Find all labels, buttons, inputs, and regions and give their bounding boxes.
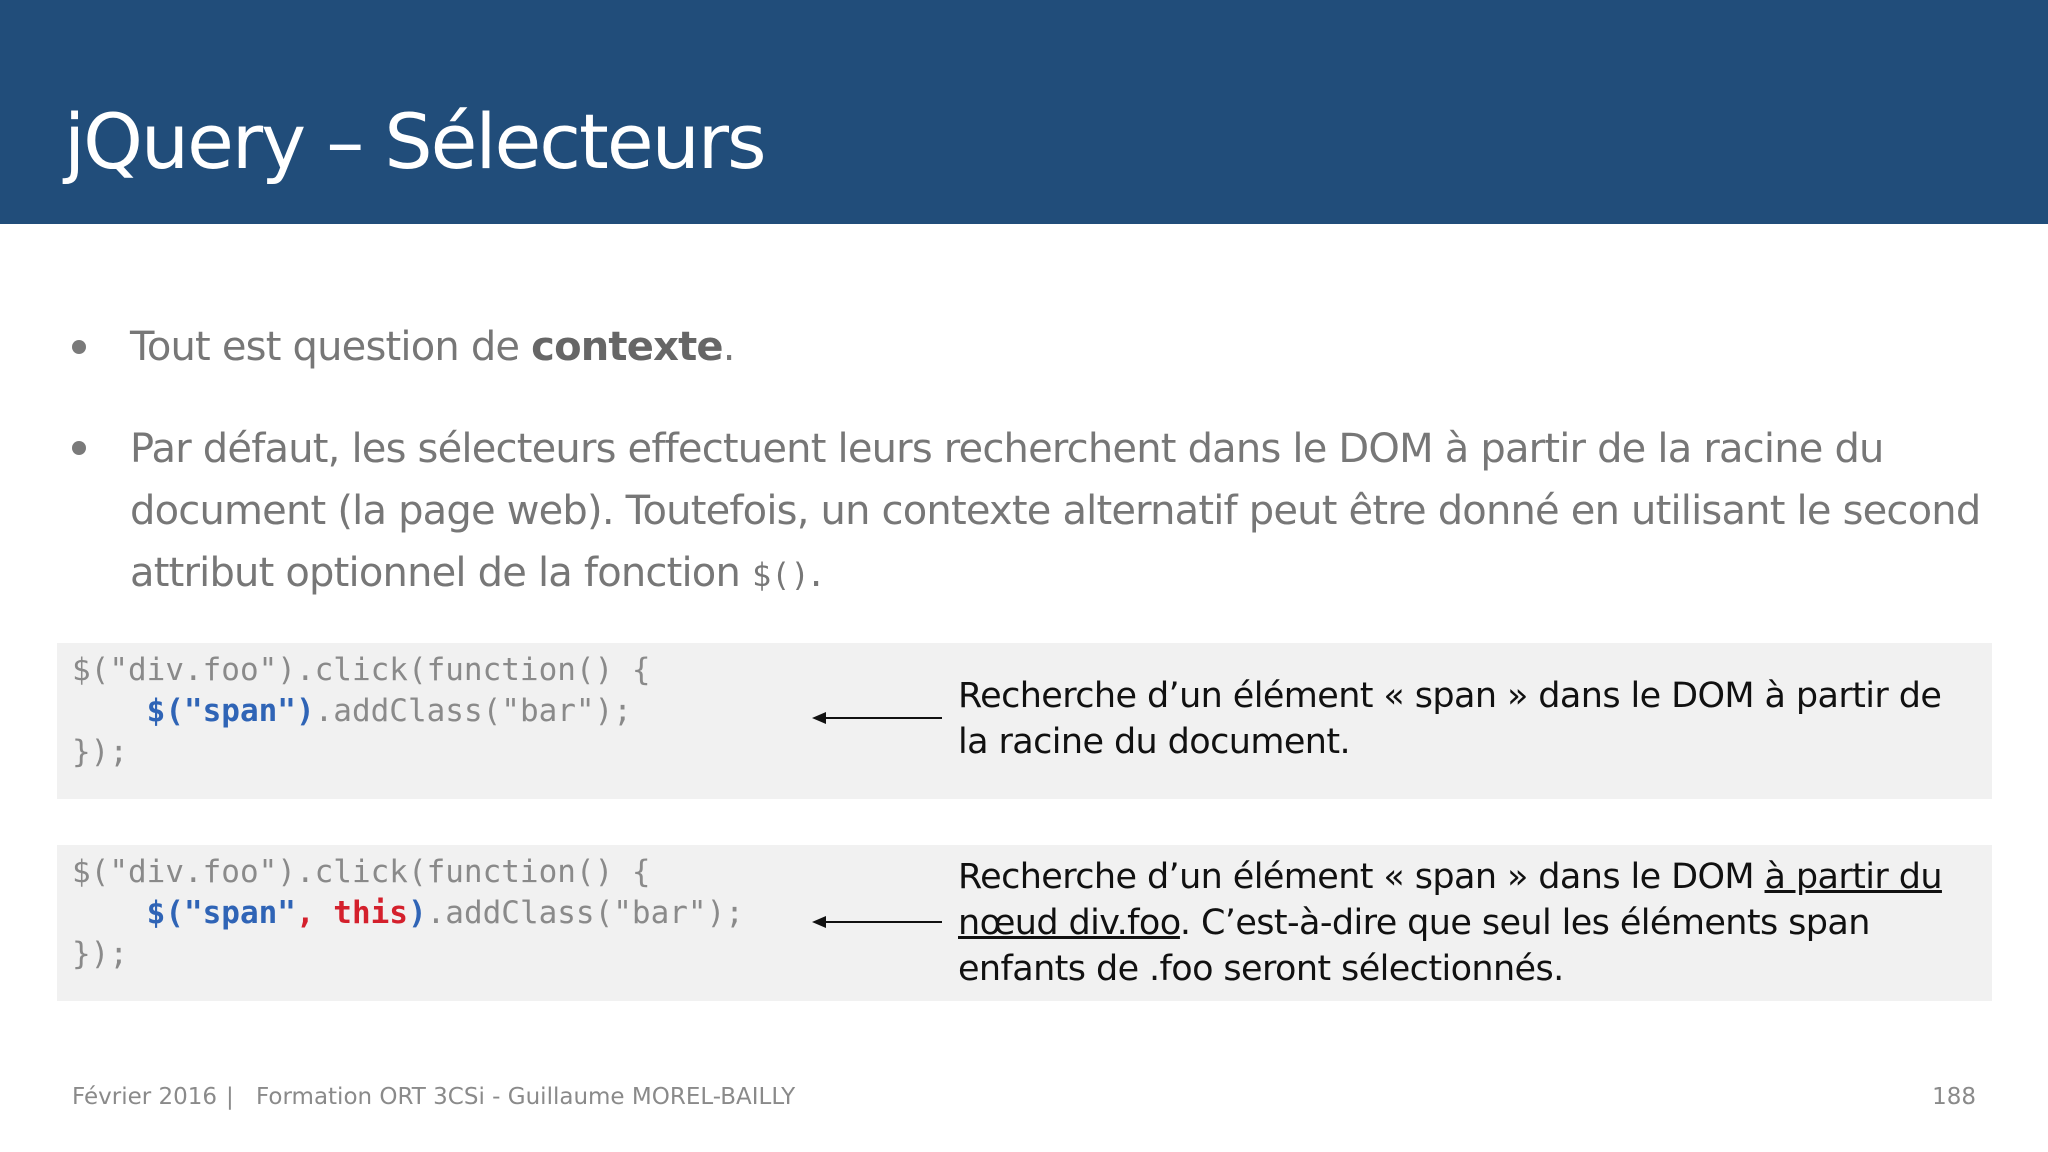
- bullet-2-text: Par défaut, les sélecteurs effectuent leurs recherchent dans le DOM à partir de la racine du document (la page web). Toutefois, un contexte alternatif peut être donné en utilisant le second attribut optionnel de la fonction: [130, 426, 1981, 596]
- bullet-1-text: Tout est question de: [130, 324, 532, 370]
- code-method: .addClass("bar");: [426, 895, 744, 931]
- code-method: .addClass("bar");: [314, 693, 632, 729]
- note-1-text: Recherche d’un élément « span » dans le DOM à partir de la racine du document.: [958, 676, 1942, 762]
- code-indent: [72, 895, 147, 931]
- code-line: });: [72, 936, 128, 972]
- note-1: [958, 673, 1968, 765]
- bullet-2: [130, 418, 1990, 606]
- bullet-1: [130, 316, 1990, 378]
- code-this-keyword: this: [333, 895, 408, 931]
- code-selector: $("span"): [146, 693, 315, 729]
- note-2: [958, 854, 1968, 992]
- code-block-2: [72, 852, 744, 975]
- code-line: $("div.foo").click(function() {: [72, 854, 651, 890]
- note-2-underlined: à partir du nœud div.foo: [958, 857, 1942, 943]
- bullet-dot: [72, 441, 86, 455]
- bullet-2-end: .: [809, 550, 822, 596]
- slide-header: [0, 0, 2048, 224]
- bullet-1-end: .: [722, 324, 735, 370]
- bullet-1-bold: contexte: [531, 324, 723, 370]
- footer-date: Février 2016: [72, 1084, 218, 1110]
- footer-separator: |: [226, 1084, 234, 1110]
- code-close-paren: ): [407, 895, 427, 931]
- bullet-2-code: $(): [751, 556, 810, 594]
- code-indent: [72, 693, 147, 729]
- bullet-dot: [72, 340, 86, 354]
- footer-course: Formation ORT 3CSi - Guillaume MOREL-BAILLY: [256, 1084, 796, 1110]
- code-selector: $("span": [146, 895, 296, 931]
- left-arrow-icon: [812, 708, 942, 728]
- note-2-end: . C’est-à-dire que seul les éléments span enfants de .foo seront sélectionnés.: [958, 903, 1870, 989]
- code-line: });: [72, 734, 128, 770]
- page-number: 188: [1932, 1084, 1976, 1110]
- note-2-text: Recherche d’un élément « span » dans le DOM: [958, 857, 1765, 897]
- code-block-1: [72, 650, 651, 773]
- slide-title: jQuery – Sélecteurs: [64, 97, 765, 186]
- code-separator: ,: [295, 895, 334, 931]
- code-line: $("div.foo").click(function() {: [72, 652, 651, 688]
- left-arrow-icon: [812, 912, 942, 932]
